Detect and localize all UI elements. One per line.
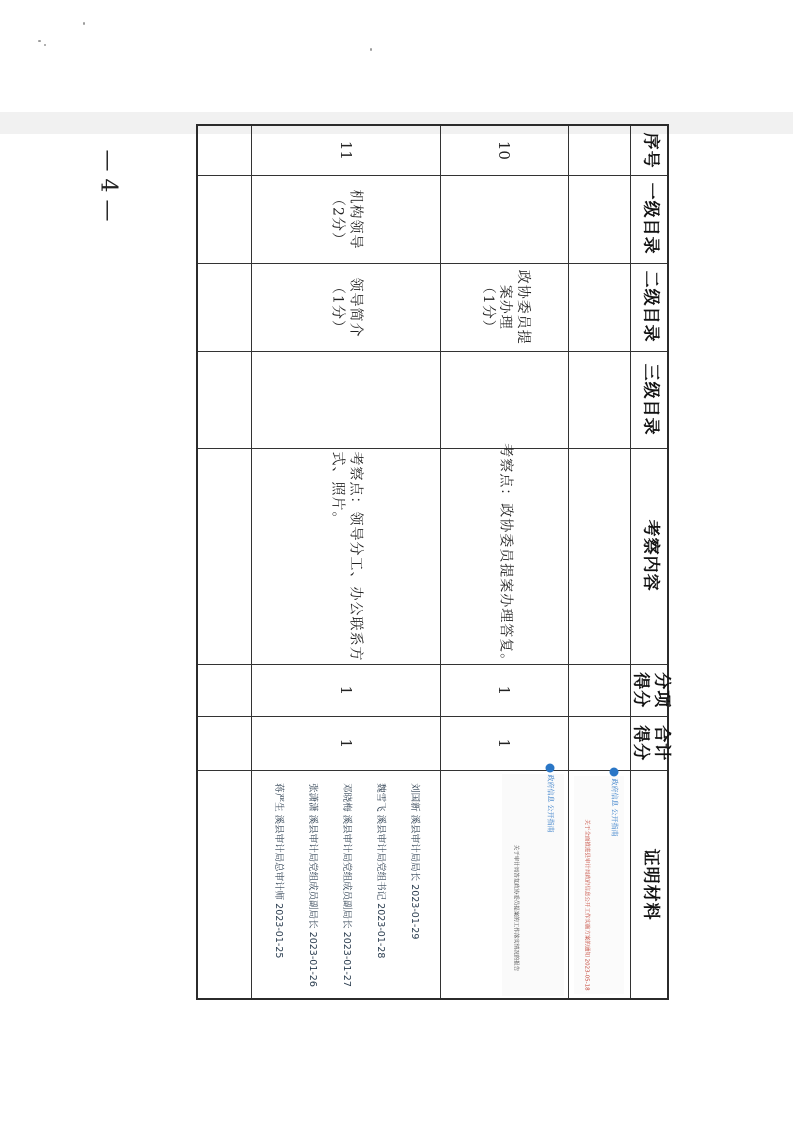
gov-info-icon [546, 764, 555, 773]
scan-speck [44, 44, 46, 46]
column-divider [198, 351, 667, 352]
evidence-text: 关于审计局答复政协委员提案的工作落实情况的报告 [512, 844, 519, 972]
row10-level2: 政协委员提 案办理 （1分） [479, 269, 531, 345]
leader-list [259, 774, 432, 996]
leader-item: 邓晓梅 溪县审计局党组成员副局长 2023-01-27 [340, 783, 352, 987]
page-number [88, 150, 128, 220]
row10-item-score: 1 [495, 685, 514, 695]
row11-level1: 机构领导 （2分） [329, 189, 363, 249]
leader-item: 蒋严生 溪县审计局总审计师 2023-01-25 [272, 783, 284, 959]
row11-content: 考察点：领导分工、办公联系方 式、照片。 [329, 451, 363, 661]
gov-info-icon [610, 768, 619, 777]
row10-evidence [440, 770, 568, 1000]
gov-info-logo: 政府信息 公开指南 [609, 768, 619, 837]
header-level1: 一级目录 [640, 183, 661, 255]
evaluation-table [196, 124, 669, 1000]
evidence-screenshot [574, 776, 624, 994]
header-content: 考察内容 [640, 520, 661, 592]
row10-content: 考察点：政协委员提案办理答复。 [496, 443, 513, 669]
row11-item-score: 1 [336, 685, 355, 695]
leader-item: 魏雪飞 溪县审计局党组书记 2023-01-28 [374, 783, 386, 959]
gov-info-logo: 政府信息 公开指南 [545, 764, 555, 833]
row10-seq: 10 [495, 140, 514, 161]
page-number-text: — 4 — [95, 149, 121, 221]
header-seq: 序号 [640, 132, 661, 169]
leader-item: 张潇潇 溪县审计局党组成员副局长 2023-01-26 [306, 783, 318, 987]
header-evidence: 证明材料 [640, 849, 661, 921]
row11-total-score: 1 [336, 738, 355, 748]
evidence-text: 关于全面推进县审计局政府信息公开工作实施方案的通知 2023-05-18 [584, 819, 590, 991]
row11-level2: 领导简介 （1分） [329, 277, 363, 337]
header-total-score: 合计 得分 [629, 725, 671, 761]
scan-speck [370, 48, 372, 51]
scan-speck [83, 22, 85, 25]
row0-evidence [568, 770, 630, 1000]
row11-evidence [251, 770, 440, 1000]
header-level2: 二级目录 [640, 271, 661, 343]
header-level3: 三级目录 [640, 363, 661, 436]
scan-speck [38, 40, 41, 42]
row10-total-score: 1 [495, 738, 514, 748]
header-item-score: 分项 得分 [629, 672, 671, 708]
leader-item: 刘国新 溪县审计局局长 2023-01-29 [408, 783, 420, 940]
row11-seq: 11 [336, 140, 355, 161]
evidence-screenshot [502, 774, 564, 996]
